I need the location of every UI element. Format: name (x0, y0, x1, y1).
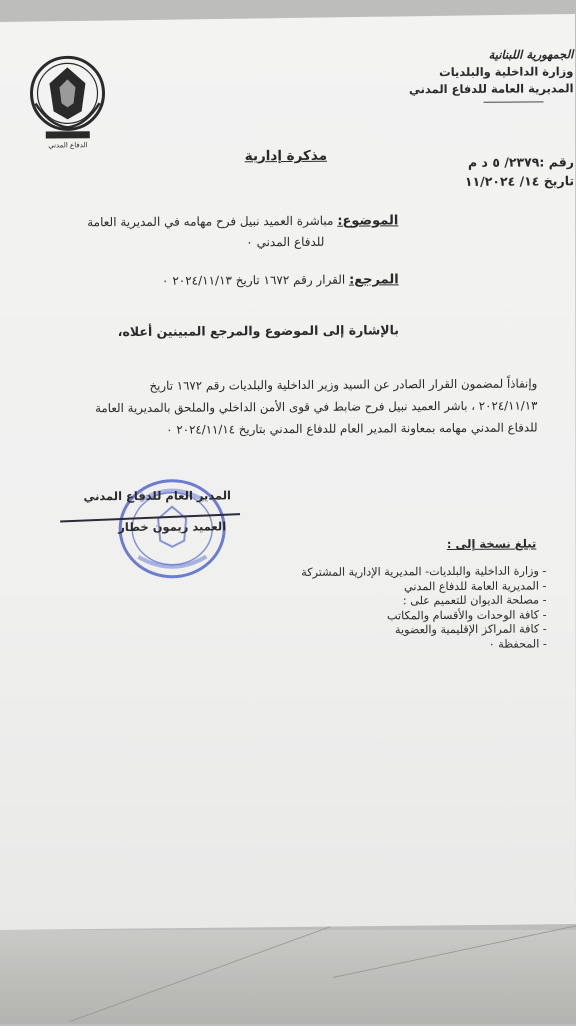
body-line: وإنفاذاً لمضمون القرار الصادر عن السيد وزير الداخلية والبلديات رقم ١٦٧٢ تاريخ (149, 376, 538, 393)
civil-defense-emblem-icon (19, 53, 116, 150)
reference-row (162, 272, 399, 288)
reference-label: المرجع: (349, 272, 399, 288)
reference-text: القرار رقم ١٦٧٢ تاريخ ٢٠٢٤/١١/١٣ ٠ (161, 272, 346, 288)
emblem-caption: الدفاع المدني (48, 141, 88, 150)
distribution-item: - كافة المراكز الإقليمية والعضوية (394, 622, 547, 637)
reference-number: رقم :٢٣٧٩/ ٥ د م (467, 154, 574, 170)
memo-title: مذكرة إدارية (244, 147, 328, 165)
body-line: ٢٠٢٤/١١/١٣ ، باشر العميد نبيل فرح ضابط في قوى الأمن الداخلي والملحق بالمديرية العامة (95, 398, 538, 416)
distribution-list (301, 564, 547, 652)
subject-label: الموضوع: (337, 213, 399, 229)
signatory-title: المدير العام للدفاع المدني (83, 488, 232, 504)
body-paragraph (37, 372, 537, 441)
letterhead-republic: الجمهورية اللبنانية (488, 47, 574, 62)
subject-text: مباشرة العميد نبيل فرح مهامه في المديرية العامة (87, 213, 334, 230)
reference-date: تاريخ ١٤/ ١١/٢٠٢٤ (464, 173, 575, 189)
distribution-title: تبلغ نسخة إلى : (446, 536, 537, 552)
body-line: للدفاع المدني مهامه بمعاونة المدير العام للدفاع المدني بتاريخ ٢٠٢٤/١١/١٤ ٠ (166, 420, 538, 437)
subject-continuation: للدفاع المدني ٠ (246, 234, 325, 250)
distribution-item: - وزارة الداخلية والبلديات- المديرية الإدارية المشتركة (301, 564, 547, 579)
letterhead (408, 46, 574, 103)
letterhead-directorate: المديرية العامة للدفاع المدني (408, 81, 574, 97)
distribution-item: - مصلحة الديوان للتعميم على : (402, 593, 547, 608)
letterhead-ministry: وزارة الداخلية والبلديات (439, 64, 574, 80)
signatory-name: العميد ريمون خطار (118, 519, 227, 535)
distribution-item: - المحفظة ٠ (488, 636, 547, 651)
distribution-item: - المديرية العامة للدفاع المدني (403, 578, 547, 593)
intro-line: بالإشارة إلى الموضوع والمرجع المبينين أعلاه، (117, 322, 400, 340)
subject-row (87, 213, 398, 230)
letterhead-rule (484, 101, 544, 102)
distribution-item: - كافة الوحدات والأقسام والمكاتب (386, 607, 547, 622)
